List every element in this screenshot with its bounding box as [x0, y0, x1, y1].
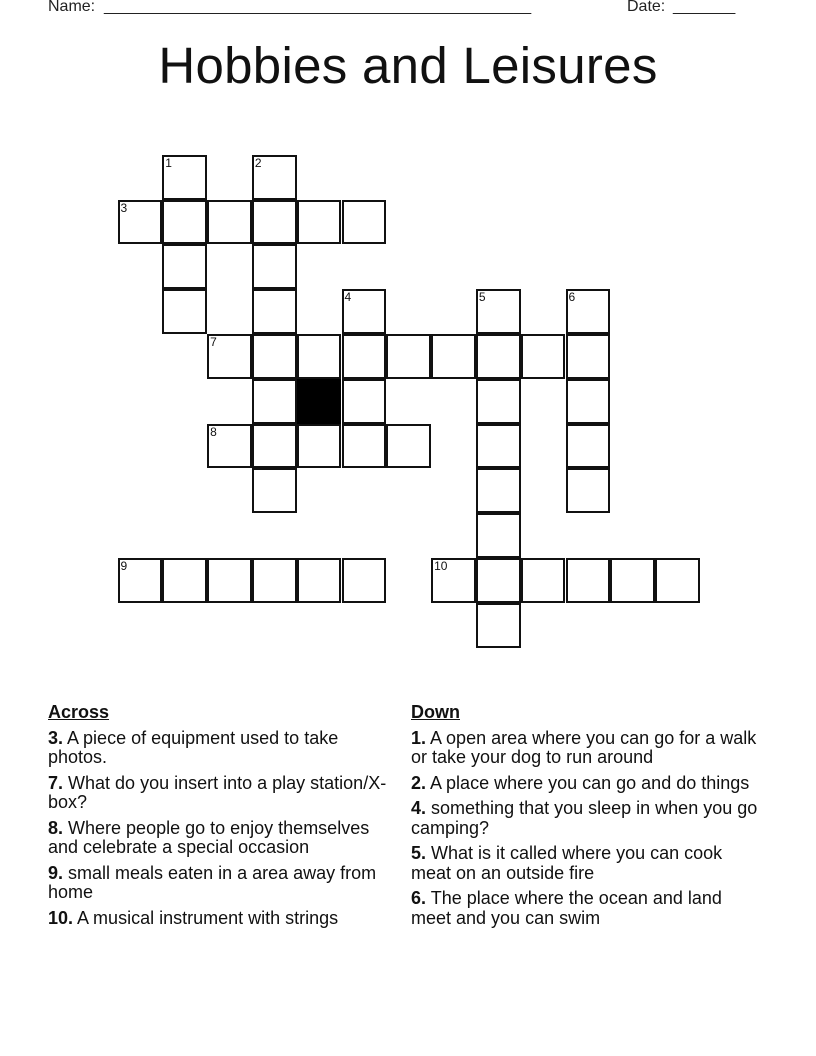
- clue-text: small meals eaten in a area away from home: [48, 862, 377, 902]
- list-item: [411, 799, 761, 838]
- list-item: [48, 864, 398, 903]
- grid-cell[interactable]: [252, 424, 297, 469]
- grid-cell[interactable]: [476, 289, 521, 334]
- grid-cell[interactable]: [162, 244, 207, 289]
- grid-cell[interactable]: [342, 200, 387, 245]
- grid-cell[interactable]: [252, 244, 297, 289]
- grid-cell[interactable]: [386, 424, 431, 469]
- name-label: Name:: [48, 0, 96, 15]
- grid-cell[interactable]: [566, 289, 611, 334]
- grid-cell[interactable]: [342, 558, 387, 603]
- grid-cell[interactable]: [207, 334, 252, 379]
- list-item: [48, 774, 398, 813]
- grid-cell[interactable]: [476, 379, 521, 424]
- black-cell: [297, 379, 342, 424]
- list-item: [411, 889, 761, 928]
- grid-cell[interactable]: [162, 289, 207, 334]
- grid-cell[interactable]: [431, 558, 476, 603]
- grid-cell[interactable]: [162, 558, 207, 603]
- clue-number-label: 6.: [411, 888, 427, 908]
- grid-cell[interactable]: [566, 558, 611, 603]
- down-heading: Down: [411, 702, 460, 722]
- clue-text: A place where you can go and do things: [430, 772, 750, 793]
- grid-cell[interactable]: [476, 603, 521, 648]
- grid-cell[interactable]: [342, 334, 387, 379]
- grid-cell[interactable]: [476, 558, 521, 603]
- clue-number: 2: [254, 155, 262, 170]
- grid-cell[interactable]: [252, 289, 297, 334]
- list-item: [48, 729, 398, 768]
- grid-cell[interactable]: [252, 468, 297, 513]
- grid-cell[interactable]: [476, 424, 521, 469]
- grid-cell[interactable]: [252, 334, 297, 379]
- grid-cell[interactable]: [252, 155, 297, 200]
- grid-cell[interactable]: [386, 334, 431, 379]
- clue-number: 9: [120, 559, 128, 573]
- grid-cell[interactable]: [610, 558, 655, 603]
- clue-number-label: 9.: [48, 862, 64, 883]
- list-item: [411, 729, 761, 768]
- clue-text: something that you sleep in when you go camping?: [411, 798, 758, 838]
- grid-cell[interactable]: [252, 379, 297, 424]
- grid-cell[interactable]: [252, 200, 297, 245]
- clue-number-label: 8.: [48, 817, 64, 838]
- down-clues: [411, 703, 761, 934]
- clue-number: 8: [210, 424, 217, 439]
- list-item: [411, 844, 761, 883]
- grid-cell[interactable]: [207, 200, 252, 245]
- clue-number-label: 10.: [48, 907, 74, 928]
- grid-cell[interactable]: [476, 334, 521, 379]
- grid-cell[interactable]: [476, 468, 521, 513]
- list-item: [411, 774, 761, 794]
- grid-cell[interactable]: [252, 558, 297, 603]
- grid-cell[interactable]: [566, 334, 611, 379]
- grid-cell[interactable]: [297, 334, 342, 379]
- grid-cell[interactable]: [162, 155, 207, 200]
- page-title: Hobbies and Leisures: [158, 37, 658, 94]
- clue-number-label: 5.: [411, 843, 427, 863]
- grid-cell[interactable]: [476, 513, 521, 558]
- grid-cell[interactable]: [297, 558, 342, 603]
- grid-cell[interactable]: [207, 558, 252, 603]
- grid-cell[interactable]: [566, 379, 611, 424]
- date-label: Date:: [627, 0, 666, 15]
- grid-cell[interactable]: [118, 200, 163, 245]
- clue-number-label: 7.: [48, 772, 64, 793]
- clue-number: 10: [434, 559, 448, 573]
- grid-cell[interactable]: [118, 558, 163, 603]
- list-item: [48, 909, 398, 929]
- grid-cell[interactable]: [342, 289, 387, 334]
- clue-number-label: 4.: [411, 798, 427, 818]
- clue-number: 5: [478, 290, 486, 305]
- across-heading: Across: [48, 702, 110, 722]
- grid-cell[interactable]: [521, 334, 566, 379]
- grid-cell[interactable]: [342, 379, 387, 424]
- clue-number: 6: [568, 290, 576, 305]
- clue-text: What do you insert into a play station/X-box?: [48, 772, 387, 812]
- grid-cell[interactable]: [162, 200, 207, 245]
- grid-cell[interactable]: [431, 334, 476, 379]
- grid-cell[interactable]: [566, 424, 611, 469]
- clue-number: 3: [120, 200, 128, 215]
- clue-text: What is it called where you can cook meat on an outside fire: [411, 843, 723, 883]
- clue-text: A piece of equipment used to take photos.: [48, 727, 339, 767]
- grid-cell[interactable]: [521, 558, 566, 603]
- clue-number: 1: [165, 155, 172, 170]
- clue-text: A musical instrument with strings: [77, 907, 339, 928]
- clue-number-label: 1.: [411, 727, 427, 748]
- grid-cell[interactable]: [297, 200, 342, 245]
- across-clues: [48, 703, 398, 934]
- grid-cell[interactable]: [207, 424, 252, 469]
- grid-cell[interactable]: [655, 558, 700, 603]
- grid-cell[interactable]: [566, 468, 611, 513]
- date-line[interactable]: _______: [673, 0, 736, 15]
- clue-number-label: 3.: [48, 727, 64, 748]
- down-clue-list: [411, 729, 761, 929]
- clue-text: Where people go to enjoy themselves and celebrate a special occasion: [48, 817, 370, 857]
- name-line[interactable]: ________________________________________________: [104, 0, 532, 15]
- clue-text: The place where the ocean and land meet and you can swim: [411, 888, 722, 928]
- grid-cell[interactable]: [297, 424, 342, 469]
- clue-text: A open area where you can go for a walk or take your dog to run around: [411, 727, 757, 767]
- clue-number: 7: [210, 335, 217, 349]
- grid-cell[interactable]: [342, 424, 387, 469]
- across-clue-list: [48, 729, 398, 929]
- clue-number: 4: [344, 290, 352, 305]
- clue-number-label: 2.: [411, 772, 427, 793]
- list-item: [48, 819, 398, 858]
